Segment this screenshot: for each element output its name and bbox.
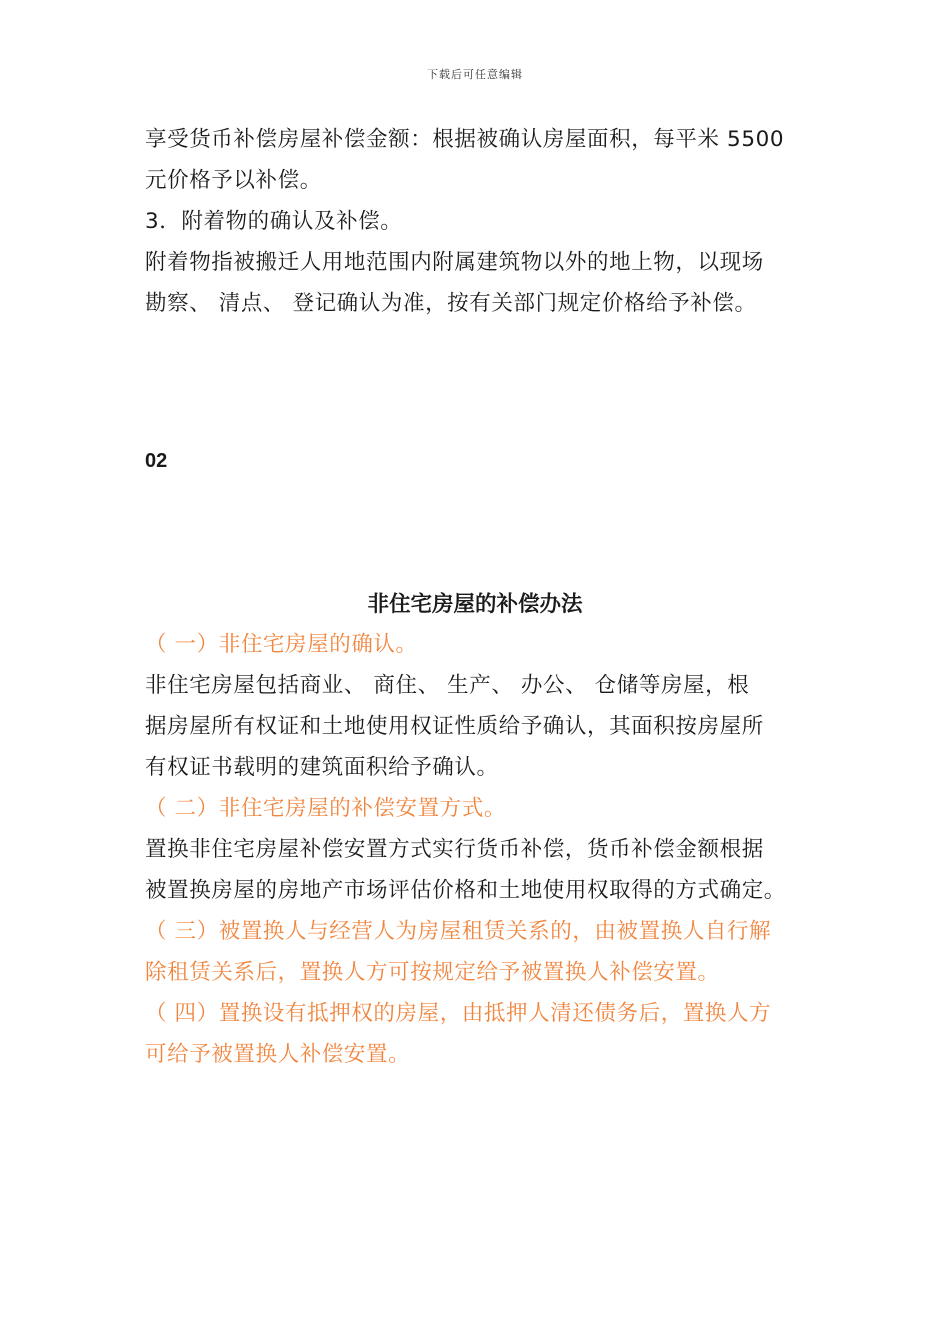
item1-body-line: 非住宅房屋包括商业、 商住、 生产、 办公、 仓储等房屋，根 — [145, 673, 750, 698]
section-title: 非住宅房屋的补偿办法 — [367, 592, 583, 617]
item1-body-line: 据房屋所有权证和土地使用权证性质给予确认，其面积按房屋所 — [145, 714, 764, 739]
paragraph-line: 元价格予以补偿。 — [145, 168, 322, 193]
paragraph-line: 附着物指被搬迁人用地范围内附属建筑物以外的地上物，以现场 — [145, 250, 764, 275]
paragraph-line: 勘察、 清点、 登记确认为准，按有关部门规定价格给予补偿。 — [145, 291, 757, 316]
item1-heading: （ 一）非住宅房屋的确认。 — [145, 632, 418, 657]
top-paragraph-block — [145, 119, 805, 324]
item2-heading: （ 二）非住宅房屋的补偿安置方式。 — [145, 796, 507, 821]
item3-line: （ 三）被置换人与经营人为房屋租赁关系的，由被置换人自行解 — [145, 919, 772, 944]
item2-body-line: 被置换房屋的房地产市场评估价格和土地使用权取得的方式确定。 — [145, 878, 786, 903]
item2-body-line: 置换非住宅房屋补偿安置方式实行货币补偿，货币补偿金额根据 — [145, 837, 764, 862]
item3-line: 除租赁关系后，置换人方可按规定给予被置换人补偿安置。 — [145, 960, 720, 985]
item1-body-line: 有权证书载明的建筑面积给予确认。 — [145, 755, 499, 780]
item4-line: 可给予被置换人补偿安置。 — [145, 1042, 411, 1067]
section-number: 02 — [145, 450, 168, 472]
paragraph-line: 享受货币补偿房屋补偿金额：根据被确认房屋面积，每平米 5500 — [145, 127, 785, 152]
header-note: 下载后可任意编辑 — [427, 68, 523, 81]
section-body — [145, 624, 805, 1075]
paragraph-line: 3．附着物的确认及补偿。 — [145, 209, 403, 234]
item4-line: （ 四）置换设有抵押权的房屋，由抵押人清还债务后，置换人方 — [145, 1001, 772, 1026]
